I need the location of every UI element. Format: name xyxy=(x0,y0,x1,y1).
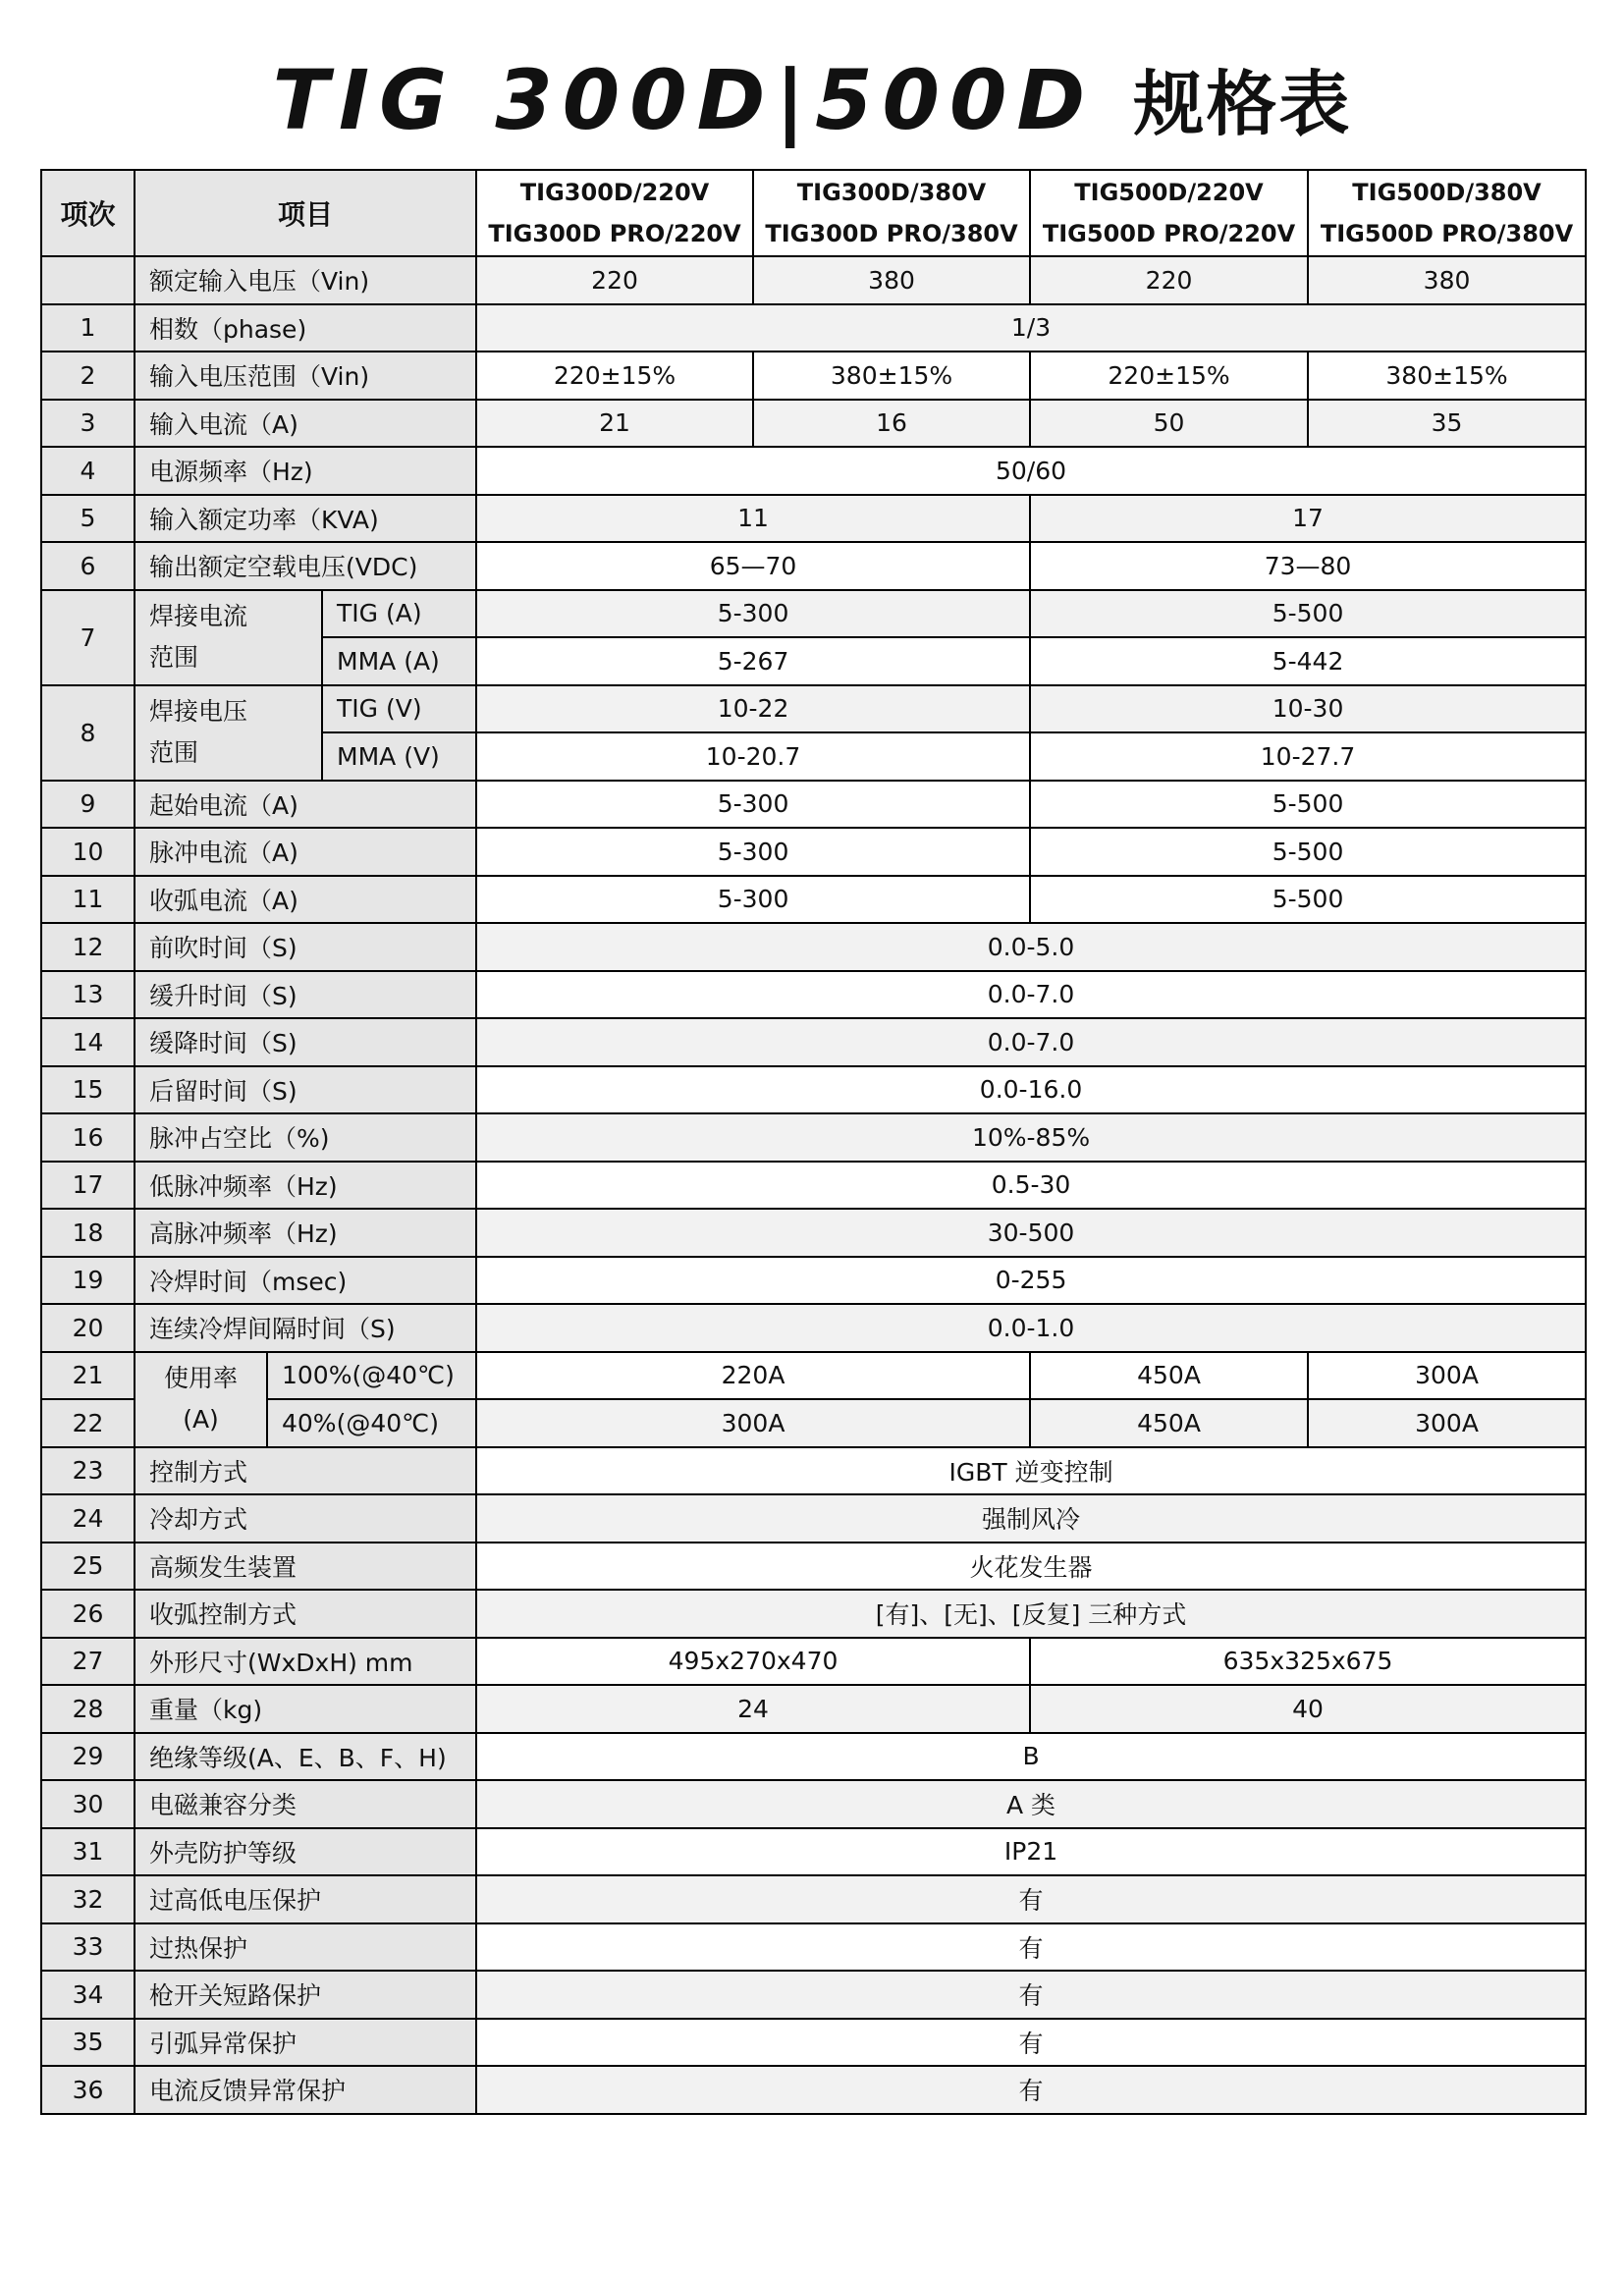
row-value: 220±15% xyxy=(1030,352,1308,400)
row-number: 1 xyxy=(41,304,135,352)
row-label-line: 使用率 xyxy=(163,1364,238,1392)
row-label: 冷却方式 xyxy=(135,1494,476,1543)
row-value: 380±15% xyxy=(753,352,1030,400)
row-label: 输入额定功率（KVA) xyxy=(135,495,476,543)
row-value: 220A xyxy=(476,1352,1030,1400)
row-number: 19 xyxy=(41,1257,135,1305)
row-sublabel: TIG (V) xyxy=(322,685,476,733)
page-title xyxy=(0,51,1624,153)
row-value: 24 xyxy=(476,1685,1030,1733)
row-number: 14 xyxy=(41,1018,135,1066)
row-value: IGBT 逆变控制 xyxy=(476,1447,1586,1495)
row-value: 73—80 xyxy=(1030,542,1586,590)
model-name: TIG500D/220V xyxy=(1074,179,1264,206)
row-value: 0.0-1.0 xyxy=(476,1304,1586,1352)
model-pro-name: TIG500D PRO/380V xyxy=(1320,220,1574,247)
row-label: 低脉冲频率（Hz) xyxy=(135,1162,476,1210)
row-label: 输出额定空载电压(VDC) xyxy=(135,542,476,590)
header-model-3 xyxy=(1030,170,1308,256)
row-value: 635x325x675 xyxy=(1030,1638,1586,1686)
row-number: 35 xyxy=(41,2019,135,2067)
row-label: 过热保护 xyxy=(135,1923,476,1972)
row-label: 输入电压范围（Vin) xyxy=(135,352,476,400)
table-row xyxy=(41,1113,1586,1162)
row-value: 10-20.7 xyxy=(476,732,1030,781)
table-row xyxy=(41,1257,1586,1305)
row-number: 36 xyxy=(41,2066,135,2114)
header-row xyxy=(41,170,1586,256)
row-label: 额定输入电压（Vin) xyxy=(135,256,476,304)
row-value: 21 xyxy=(476,400,753,448)
row-value: 220 xyxy=(1030,256,1308,304)
row-label: 枪开关短路保护 xyxy=(135,1971,476,2019)
row-number: 34 xyxy=(41,1971,135,2019)
row-number: 30 xyxy=(41,1780,135,1828)
row-value: 强制风冷 xyxy=(476,1494,1586,1543)
row-number: 2 xyxy=(41,352,135,400)
row-label: 高脉冲频率（Hz) xyxy=(135,1209,476,1257)
row-label: 收弧电流（A) xyxy=(135,876,476,924)
row-value: 5-500 xyxy=(1030,781,1586,829)
row-number: 4 xyxy=(41,447,135,495)
table-row xyxy=(41,1447,1586,1495)
model-pro-name: TIG300D PRO/220V xyxy=(488,220,741,247)
table-row xyxy=(41,828,1586,876)
row-number: 15 xyxy=(41,1066,135,1114)
row-value: 35 xyxy=(1308,400,1586,448)
row-value: 380 xyxy=(753,256,1030,304)
table-row xyxy=(41,1543,1586,1591)
row-value: 220±15% xyxy=(476,352,753,400)
row-number: 21 xyxy=(41,1352,135,1400)
table-row xyxy=(41,352,1586,400)
table-row xyxy=(41,304,1586,352)
row-value: 0-255 xyxy=(476,1257,1586,1305)
table-row xyxy=(41,876,1586,924)
row-value: 300A xyxy=(1308,1352,1586,1400)
row-value: 0.5-30 xyxy=(476,1162,1586,1210)
row-value: 有 xyxy=(476,2019,1586,2067)
row-value: 0.0-16.0 xyxy=(476,1066,1586,1114)
table-row xyxy=(41,590,1586,638)
table-row xyxy=(41,1399,1586,1447)
row-number: 20 xyxy=(41,1304,135,1352)
table-row xyxy=(41,1590,1586,1638)
spec-table xyxy=(40,169,1587,2115)
row-value: 30-500 xyxy=(476,1209,1586,1257)
row-label: 收弧控制方式 xyxy=(135,1590,476,1638)
table-row xyxy=(41,1352,1586,1400)
row-number: 26 xyxy=(41,1590,135,1638)
row-number: 3 xyxy=(41,400,135,448)
row-value: 10-27.7 xyxy=(1030,732,1586,781)
row-number: 31 xyxy=(41,1828,135,1876)
table-row xyxy=(41,1685,1586,1733)
row-value: 5-300 xyxy=(476,876,1030,924)
row-value: 5-500 xyxy=(1030,828,1586,876)
row-label: 高频发生装置 xyxy=(135,1543,476,1591)
row-number: 33 xyxy=(41,1923,135,1972)
row-value: 有 xyxy=(476,1971,1586,2019)
row-number: 6 xyxy=(41,542,135,590)
row-value: 有 xyxy=(476,2066,1586,2114)
row-label: 后留时间（S) xyxy=(135,1066,476,1114)
table-row xyxy=(41,1494,1586,1543)
row-value: 10-22 xyxy=(476,685,1030,733)
row-label: 输入电流（A) xyxy=(135,400,476,448)
row-value: 有 xyxy=(476,1875,1586,1923)
row-value: 40 xyxy=(1030,1685,1586,1733)
table-row xyxy=(41,1780,1586,1828)
row-number: 13 xyxy=(41,971,135,1019)
table-row xyxy=(41,1638,1586,1686)
row-value: 5-500 xyxy=(1030,590,1586,638)
row-label-line: 范围 xyxy=(149,738,199,767)
row-value: 11 xyxy=(476,495,1030,543)
table-row xyxy=(41,971,1586,1019)
row-label: 起始电流（A) xyxy=(135,781,476,829)
title-suffix: 规格表 xyxy=(1133,63,1352,145)
row-label: 脉冲电流（A) xyxy=(135,828,476,876)
row-sublabel: 40%(@40℃) xyxy=(267,1399,476,1447)
row-number: 28 xyxy=(41,1685,135,1733)
row-number: 5 xyxy=(41,495,135,543)
row-label-line: 焊接电流 xyxy=(149,602,248,630)
table-row xyxy=(41,1923,1586,1972)
row-value: 50 xyxy=(1030,400,1308,448)
row-label: 电流反馈异常保护 xyxy=(135,2066,476,2114)
row-value: 0.0-5.0 xyxy=(476,923,1586,971)
row-value: 5-500 xyxy=(1030,876,1586,924)
row-label-group xyxy=(135,1352,267,1447)
row-label: 电磁兼容分类 xyxy=(135,1780,476,1828)
row-number: 12 xyxy=(41,923,135,971)
row-label: 连续冷焊间隔时间（S) xyxy=(135,1304,476,1352)
row-label: 相数（phase) xyxy=(135,304,476,352)
row-number: 22 xyxy=(41,1399,135,1447)
row-label: 重量（kg) xyxy=(135,1685,476,1733)
table-row xyxy=(41,256,1586,304)
row-number: 24 xyxy=(41,1494,135,1543)
row-number: 23 xyxy=(41,1447,135,1495)
row-number: 17 xyxy=(41,1162,135,1210)
table-row xyxy=(41,1971,1586,2019)
row-value: 0.0-7.0 xyxy=(476,971,1586,1019)
row-value: 1/3 xyxy=(476,304,1586,352)
model-name: TIG300D/220V xyxy=(519,179,710,206)
header-item: 项目 xyxy=(135,170,476,256)
row-value: 有 xyxy=(476,1923,1586,1972)
table-row xyxy=(41,2019,1586,2067)
row-label-group xyxy=(135,685,322,781)
row-value: 5-267 xyxy=(476,637,1030,685)
row-label: 过高低电压保护 xyxy=(135,1875,476,1923)
table-row xyxy=(41,1304,1586,1352)
row-number: 11 xyxy=(41,876,135,924)
table-row xyxy=(41,447,1586,495)
row-number: 16 xyxy=(41,1113,135,1162)
row-label: 外壳防护等级 xyxy=(135,1828,476,1876)
row-value: 10%-85% xyxy=(476,1113,1586,1162)
row-number: 7 xyxy=(41,590,135,685)
row-number: 32 xyxy=(41,1875,135,1923)
row-value: 5-300 xyxy=(476,590,1030,638)
row-label: 电源频率（Hz) xyxy=(135,447,476,495)
table-row xyxy=(41,400,1586,448)
row-sublabel: MMA (V) xyxy=(322,732,476,781)
header-model-4 xyxy=(1308,170,1586,256)
table-row xyxy=(41,1828,1586,1876)
model-pro-name: TIG300D PRO/380V xyxy=(765,220,1018,247)
row-value: 5-300 xyxy=(476,828,1030,876)
row-sublabel: TIG (A) xyxy=(322,590,476,638)
row-value: 16 xyxy=(753,400,1030,448)
header-no: 项次 xyxy=(41,170,135,256)
row-label: 绝缘等级(A、E、B、F、H) xyxy=(135,1733,476,1781)
row-value: 0.0-7.0 xyxy=(476,1018,1586,1066)
row-value: 380±15% xyxy=(1308,352,1586,400)
row-label: 外形尺寸(WxDxH) mm xyxy=(135,1638,476,1686)
row-value: IP21 xyxy=(476,1828,1586,1876)
row-value: 450A xyxy=(1030,1399,1308,1447)
title-model: TIG 300D|500D xyxy=(272,52,1096,148)
row-label-line: 范围 xyxy=(149,643,199,672)
table-row xyxy=(41,1066,1586,1114)
row-label: 缓升时间（S) xyxy=(135,971,476,1019)
row-label: 脉冲占空比（%) xyxy=(135,1113,476,1162)
row-label-line: (A) xyxy=(183,1405,219,1434)
table-row xyxy=(41,1162,1586,1210)
table-row xyxy=(41,923,1586,971)
model-pro-name: TIG500D PRO/220V xyxy=(1042,220,1296,247)
table-row xyxy=(41,542,1586,590)
row-value: 50/60 xyxy=(476,447,1586,495)
header-model-1 xyxy=(476,170,753,256)
row-number: 27 xyxy=(41,1638,135,1686)
row-label: 前吹时间（S) xyxy=(135,923,476,971)
row-sublabel: 100%(@40℃) xyxy=(267,1352,476,1400)
row-label-line: 焊接电压 xyxy=(149,697,248,726)
row-number: 29 xyxy=(41,1733,135,1781)
table-row xyxy=(41,685,1586,733)
table-row xyxy=(41,1209,1586,1257)
row-value: 380 xyxy=(1308,256,1586,304)
row-label: 控制方式 xyxy=(135,1447,476,1495)
row-value: 5-300 xyxy=(476,781,1030,829)
row-value: B xyxy=(476,1733,1586,1781)
row-value: 300A xyxy=(476,1399,1030,1447)
row-value: 220 xyxy=(476,256,753,304)
table-row xyxy=(41,1875,1586,1923)
row-value: 5-442 xyxy=(1030,637,1586,685)
row-number xyxy=(41,256,135,304)
row-label: 缓降时间（S) xyxy=(135,1018,476,1066)
row-value: 300A xyxy=(1308,1399,1586,1447)
row-value: 450A xyxy=(1030,1352,1308,1400)
table-row xyxy=(41,1733,1586,1781)
table-row xyxy=(41,781,1586,829)
row-number: 8 xyxy=(41,685,135,781)
row-number: 25 xyxy=(41,1543,135,1591)
row-number: 10 xyxy=(41,828,135,876)
model-name: TIG300D/380V xyxy=(796,179,987,206)
row-value: 495x270x470 xyxy=(476,1638,1030,1686)
row-value: 10-30 xyxy=(1030,685,1586,733)
table-row xyxy=(41,495,1586,543)
row-value: 65—70 xyxy=(476,542,1030,590)
model-name: TIG500D/380V xyxy=(1352,179,1542,206)
row-number: 18 xyxy=(41,1209,135,1257)
table-row xyxy=(41,1018,1586,1066)
row-value: [有]、[无]、[反复] 三种方式 xyxy=(476,1590,1586,1638)
row-sublabel: MMA (A) xyxy=(322,637,476,685)
row-value: 火花发生器 xyxy=(476,1543,1586,1591)
row-value: A 类 xyxy=(476,1780,1586,1828)
row-label-group xyxy=(135,590,322,685)
row-number: 9 xyxy=(41,781,135,829)
row-label: 冷焊时间（msec) xyxy=(135,1257,476,1305)
table-row xyxy=(41,2066,1586,2114)
row-value: 17 xyxy=(1030,495,1586,543)
header-model-2 xyxy=(753,170,1030,256)
row-label: 引弧异常保护 xyxy=(135,2019,476,2067)
